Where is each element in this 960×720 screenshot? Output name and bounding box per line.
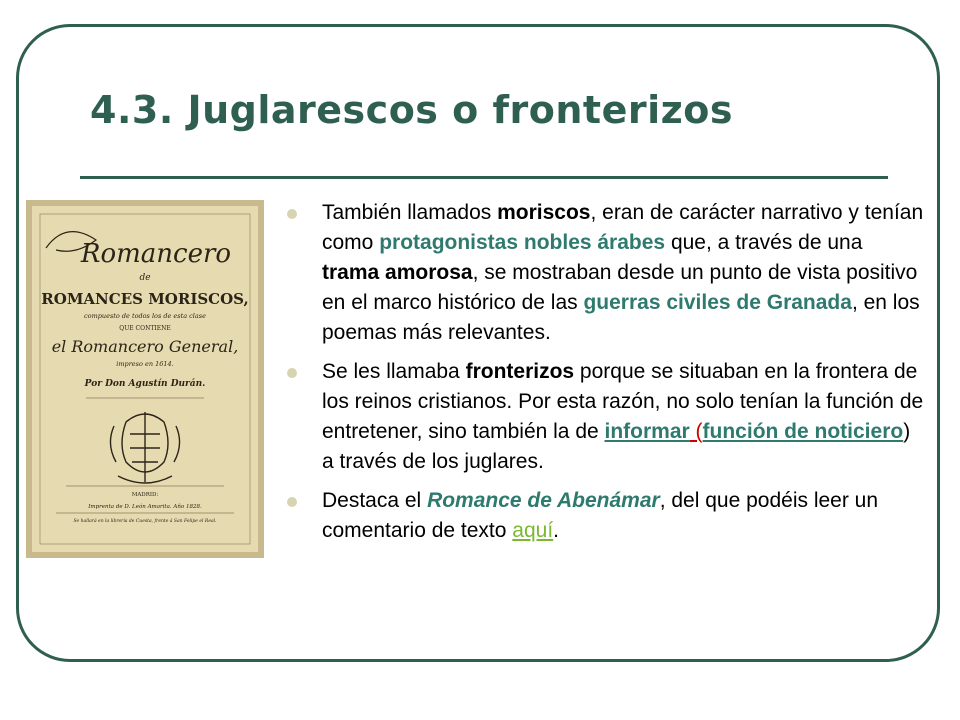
- book-subtitle: ROMANCES MORISCOS,: [41, 290, 249, 308]
- book-de: de: [139, 273, 151, 283]
- book-line-libreria: Se hallará en la librería de Cuesta, frente á San Felipe el Real.: [73, 519, 217, 524]
- informar-link[interactable]: informar: [604, 420, 690, 443]
- book-cover-image: [26, 200, 264, 558]
- funcion-noticiero-link[interactable]: función de noticiero: [702, 420, 904, 443]
- book-line-compuesto: compuesto de todos los de esta clase: [84, 312, 206, 320]
- aqui-link[interactable]: aquí: [512, 519, 554, 542]
- book-author: Por Don Agustín Durán.: [84, 379, 206, 389]
- book-line-contiene: QUE CONTIENE: [119, 325, 171, 332]
- bullet-dot-icon: [287, 209, 297, 219]
- bullet-abenamar: Destaca el Romance de Abenámar, del que podéis leer un comentario de texto aquí.: [284, 486, 924, 546]
- term-protagonistas: protagonistas nobles árabes: [379, 231, 666, 254]
- bullet-moriscos: También llamados moriscos, eran de carácter narrativo y tenían como protagonistas nobles árabes que, a través de una trama amorosa, se mostraban desde un punto de vista positivo en el marco histórico de las guerras civiles de Granada, en los poemas más relevantes.: [284, 198, 924, 348]
- book-title: Romancero: [80, 239, 232, 269]
- book-line-madrid: MADRID:: [131, 492, 159, 498]
- term-trama-amorosa: trama amorosa: [322, 261, 473, 284]
- book-line-impreso: impreso en 1614.: [116, 360, 174, 368]
- term-fronterizos: fronterizos: [465, 360, 575, 383]
- book-line-general: el Romancero General,: [51, 337, 239, 356]
- slide-title: 4.3. Juglarescos o fronterizos: [90, 88, 733, 132]
- bullet-dot-icon: [287, 368, 297, 378]
- term-moriscos: moriscos: [497, 201, 591, 224]
- bullet-list: [284, 198, 924, 555]
- term-romance-abenamar: Romance de Abenámar: [427, 489, 660, 512]
- bullet-fronterizos: Se les llamaba fronterizos porque se situaban en la frontera de los reinos cristianos. Por esta razón, no solo tenían la función de entretener, sino también la de informar (función de noticiero) a través de los juglares.: [284, 357, 924, 477]
- bullet-dot-icon: [287, 497, 297, 507]
- term-guerras-civiles: guerras civiles de Granada: [583, 291, 852, 314]
- title-divider: [80, 176, 888, 179]
- book-line-imprenta: Imprenta de D. León Amarita. Año 1828.: [88, 504, 202, 510]
